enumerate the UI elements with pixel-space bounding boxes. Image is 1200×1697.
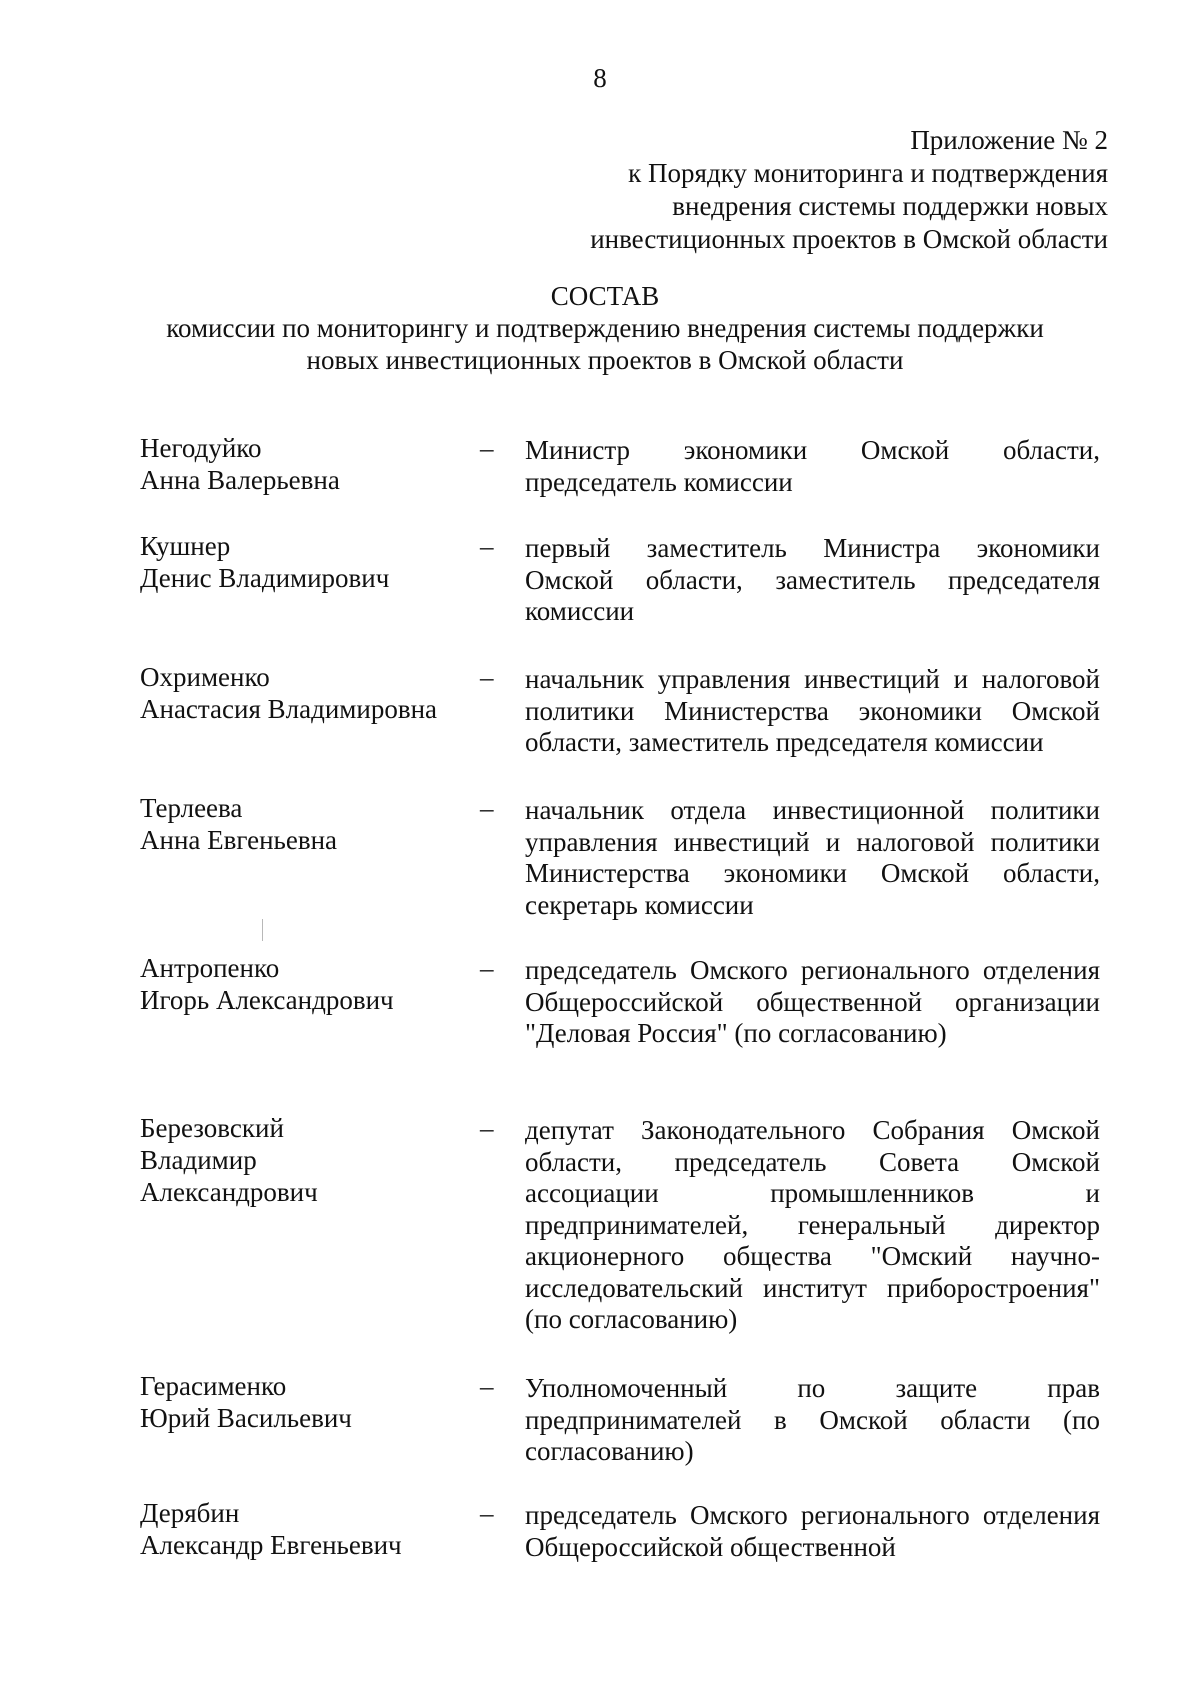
page-number: 8 [593,63,607,93]
member-surname: Герасименко [140,1371,287,1401]
member-entry [140,792,1100,932]
member-role: Министр экономики Омской области, председатель комиссии [525,435,1100,497]
member-dash: – [480,953,494,983]
title-line: комиссии по мониторингу и подтверждению внедрения системы поддержки [166,313,1044,343]
member-surname: Негодуйко [140,433,262,463]
member-entry [140,661,1100,801]
member-name [140,530,470,594]
member-entry [140,1112,1100,1334]
member-dash: – [480,1498,494,1528]
member-entry [140,530,1100,670]
member-role: начальник управления инвестиций и налоговой политики Министерства экономики Омской области, заместитель председателя комиссии [525,664,1100,757]
member-given-name: Анастасия Владимировна [140,694,437,724]
member-role: депутат Законодательного Собрания Омской области, председатель Совета Омской ассоциации промышленников и предпринимателей, генеральный директор акционерного общества "Омский научно-исследовательский институт приборостроения" (по согласованию) [525,1115,1100,1334]
member-role: начальник отдела инвестиционной политики управления инвестиций и налоговой политики Министерства экономики Омской области, секретарь комиссии [525,795,1100,920]
member-given-name: Александрович [140,1177,318,1207]
member-name [140,432,470,496]
member-role: председатель Омского регионального отделения Общероссийской общественной организации "Деловая Россия" (по согласованию) [525,955,1100,1048]
member-entry [140,1497,1100,1637]
member-name [140,661,470,725]
member-given-name: Владимир [140,1145,257,1175]
member-dash: – [480,662,494,692]
appendix-line: Приложение № 2 [910,125,1108,155]
member-given-name: Игорь Александрович [140,985,394,1015]
member-surname: Охрименко [140,662,270,692]
title-line: новых инвестиционных проектов в Омской области [306,345,904,375]
appendix-line: внедрения системы поддержки новых [672,191,1108,221]
member-dash: – [480,1113,494,1143]
appendix-header [488,124,1108,256]
member-surname: Терлеева [140,793,243,823]
document-title [120,280,1090,376]
member-dash: – [480,793,494,823]
member-surname: Кушнер [140,531,231,561]
member-given-name: Юрий Васильевич [140,1403,352,1433]
member-role: председатель Омского регионального отделения Общероссийской общественной [525,1500,1100,1562]
member-dash: – [480,433,494,463]
member-name [140,792,470,856]
member-surname: Антропенко [140,953,280,983]
member-name [140,1112,470,1208]
member-role: первый заместитель Министра экономики Омской области, заместитель председателя комиссии [525,533,1100,626]
member-given-name: Анна Евгеньевна [140,825,338,855]
member-surname: Дерябин [140,1498,240,1528]
appendix-line: инвестиционных проектов в Омской области [590,224,1108,254]
member-given-name: Александр Евгеньевич [140,1530,402,1560]
member-name [140,1370,470,1434]
member-dash: – [480,1371,494,1401]
member-given-name: Анна Валерьевна [140,465,340,495]
member-name [140,1497,470,1561]
member-surname: Березовский [140,1113,284,1143]
member-given-name: Денис Владимирович [140,563,390,593]
member-entry [140,952,1100,1092]
member-name [140,952,470,1016]
title-heading: СОСТАВ [550,281,660,311]
scan-mark [262,919,263,941]
appendix-line: к Порядку мониторинга и подтверждения [628,158,1108,188]
member-dash: – [480,531,494,561]
member-role: Уполномоченный по защите прав предпринимателей в Омской области (по согласованию) [525,1373,1100,1466]
member-entry [140,1370,1100,1510]
